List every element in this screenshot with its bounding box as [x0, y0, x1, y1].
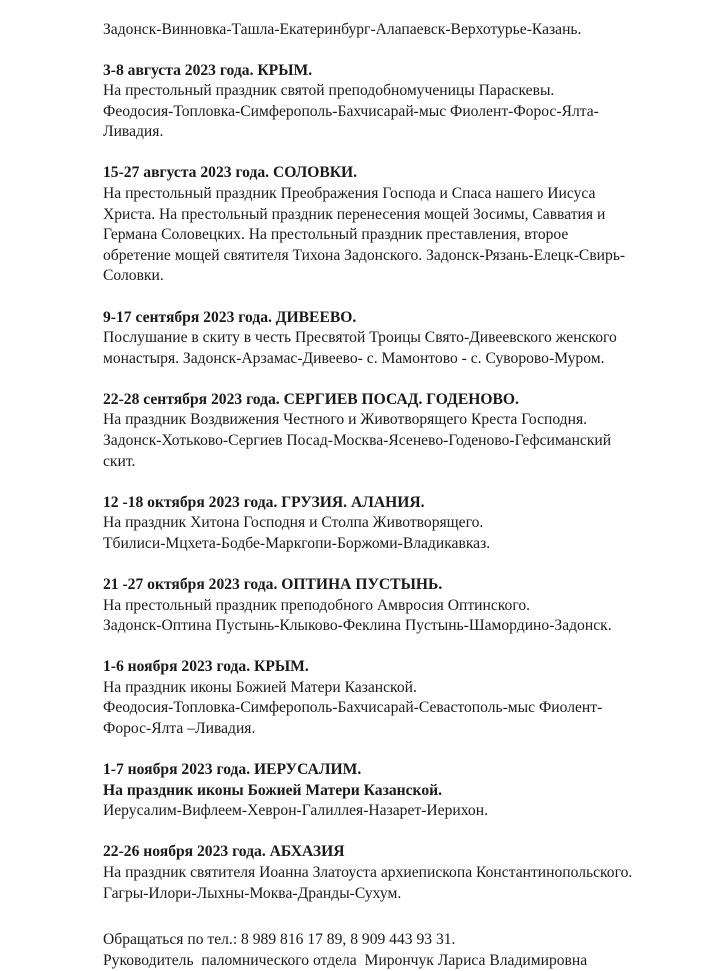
intro-route: [103, 20, 724, 41]
trip-line: Послушание в скиту в честь Пресвятой Троицы Свято-Дивеевского женского: [103, 329, 617, 347]
trip-line: Задонск-Оптина Пустынь-Клыково-Феклина Пустынь-Шамордино-Задонск.: [103, 617, 612, 635]
trip-line: На праздник святителя Иоанна Златоуста архиепископа Константинопольского.: [103, 864, 633, 881]
trip-heading: 12 -18 октября 2023 года. ГРУЗИЯ. АЛАНИЯ.: [103, 493, 425, 511]
trip-jerusalem: [103, 760, 724, 822]
trip-line: Гагры-Илори-Лыхны-Моква-Дранды-Сухум.: [103, 884, 402, 902]
trip-line: На праздник иконы Божией Матери Казанской.: [103, 678, 417, 696]
trip-line: Христа. На престольный праздник перенесения мощей Зосимы, Савватия и: [103, 205, 606, 223]
trip-line: обретение мощей святителя Тихона Задонского. Задонск-Рязань-Елецк-Свирь-: [103, 246, 626, 264]
trip-line: На престольный праздник Преображения Господа и Спаса нашего Иисуса: [103, 185, 596, 203]
trip-line: На праздник Хитона Господня и Столпа Животворящего.: [103, 514, 484, 532]
trip-line: Германа Соловецких. На престольный праздник преставления, второе: [103, 226, 569, 244]
trip-sergiev-posad: [103, 390, 724, 472]
trip-line: Феодосия-Топловка-Симферополь-Бахчисарай-мыс Фиолент-Форос-Ялта-: [103, 102, 599, 120]
trip-heading: 22-28 сентября 2023 года. СЕРГИЕВ ПОСАД. ГОДЕНОВО.: [103, 390, 519, 408]
trip-heading: 9-17 сентября 2023 года. ДИВЕЕВО.: [103, 308, 357, 326]
trip-line: Соловки.: [103, 267, 164, 285]
trip-heading: 1-7 ноября 2023 года. ИЕРУСАЛИМ.: [103, 761, 362, 779]
trip-heading: 15-27 августа 2023 года. СОЛОВКИ.: [103, 164, 358, 182]
trip-line: На праздник Воздвижения Честного и Животворящего Креста Господня.: [103, 411, 588, 429]
trip-line: На престольный праздник святой преподобномученицы Параскевы.: [103, 82, 555, 100]
trip-abkhazia: [103, 842, 724, 904]
trip-optina: [103, 575, 724, 637]
trip-feast-line: На праздник иконы Божией Матери Казанской.: [103, 781, 443, 799]
trip-line: Ливадия.: [103, 123, 164, 141]
trip-crimea-november: [103, 657, 724, 739]
trip-heading: 1-6 ноября 2023 года. КРЫМ.: [103, 658, 309, 676]
trip-line: Форос-Ялта –Ливадия.: [103, 720, 256, 738]
department-manager: Руководитель паломнического отдела Мирончук Лариса Владимировна: [103, 951, 588, 969]
trip-georgia-alania: [103, 493, 724, 555]
intro-line: Задонск-Винновка-Ташла-Екатеринбург-Алапаевск-Верхотурье-Казань.: [103, 21, 582, 38]
trip-line: Тбилиси-Мцхета-Бодбе-Маркгопи-Боржоми-Владикавказ.: [103, 534, 491, 552]
trip-heading: 3-8 августа 2023 года. КРЫМ.: [103, 61, 313, 79]
trip-line: Иерусалим-Вифлеем-Хеврон-Галиллея-Назарет-Иерихон.: [103, 802, 488, 820]
trip-line: скит.: [103, 452, 136, 470]
trip-diveevo: [103, 308, 724, 370]
trip-crimea-august: [103, 61, 724, 143]
trip-line: Феодосия-Топловка-Симферополь-Бахчисарай-Севастополь-мыс Фиолент-: [103, 699, 603, 717]
trip-solovki: [103, 163, 724, 287]
trip-line: Задонск-Хотьково-Сергиев Посад-Москва-Ясенево-Годеново-Гефсиманский: [103, 432, 612, 449]
trip-line: монастыря. Задонск-Арзамас-Дивеево- с. Мамонтово - с. Суворово-Муром.: [103, 349, 605, 367]
trip-line: На престольный праздник преподобного Амвросия Оптинского.: [103, 596, 531, 614]
contact-phones: Обращаться по тел.: 8 989 816 17 89, 8 909 443 93 31.: [103, 931, 456, 949]
trip-heading: 22-26 ноября 2023 года. АБХАЗИЯ: [103, 843, 345, 861]
trip-heading: 21 -27 октября 2023 года. ОПТИНА ПУСТЫНЬ.: [103, 575, 443, 593]
